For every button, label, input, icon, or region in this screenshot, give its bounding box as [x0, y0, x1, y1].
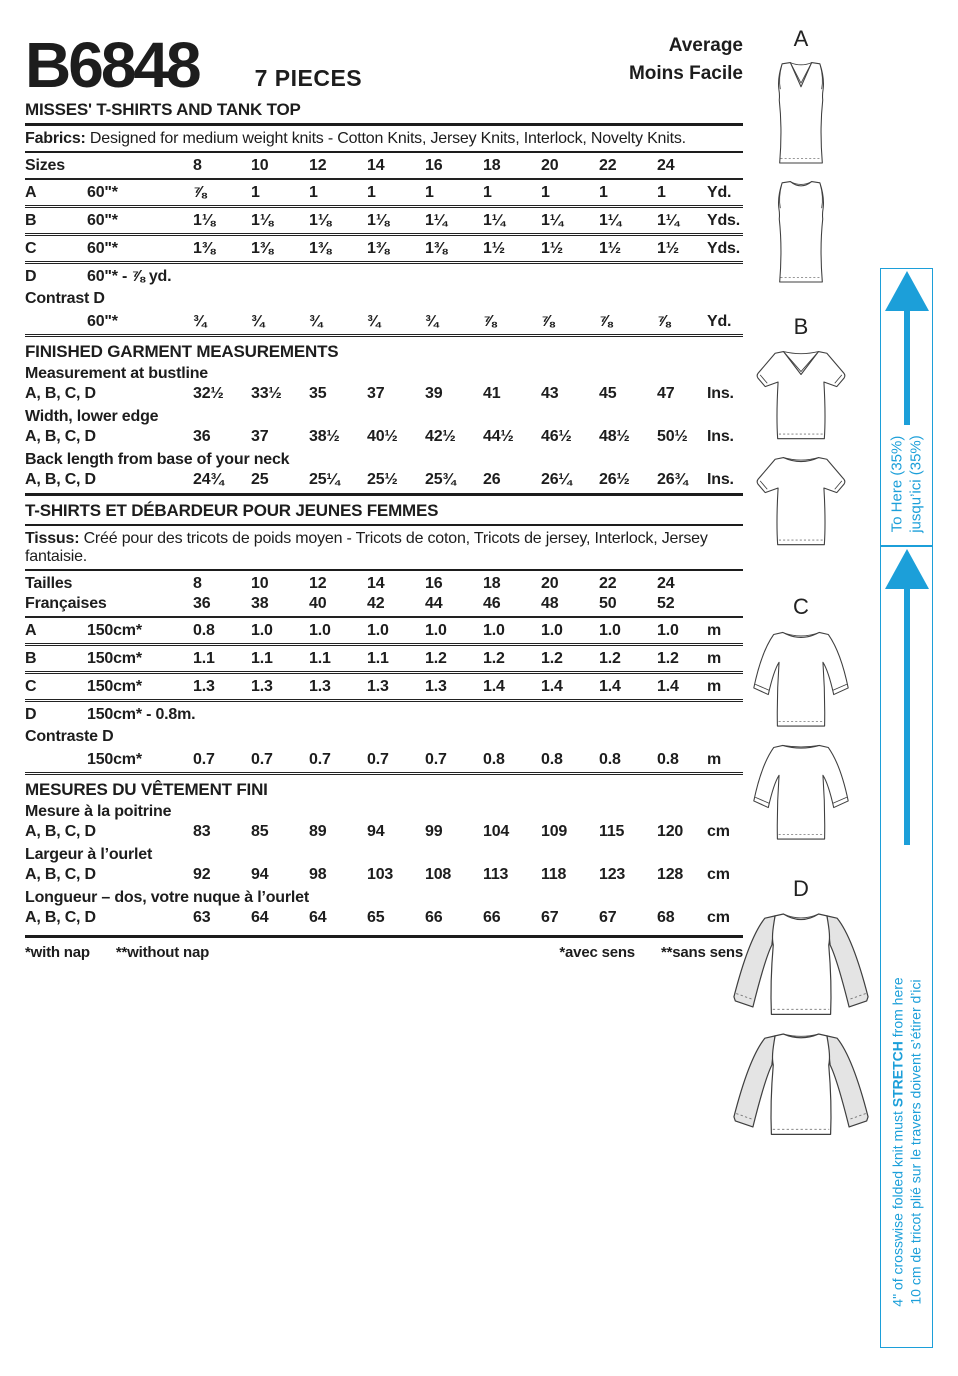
measure-value: 35 [309, 385, 327, 402]
yardage-value: 1 [541, 184, 550, 201]
size-value: 14 [367, 575, 385, 592]
size-value: 44 [425, 595, 443, 612]
yardage-value: ⅞ [657, 313, 671, 330]
measure-value: 120 [657, 823, 684, 840]
unit-label: Yds. [707, 240, 740, 257]
size-value: 24 [657, 575, 675, 592]
metric-value: 1.0 [251, 622, 273, 639]
metric-value: 1.3 [251, 678, 273, 695]
pieces-count: 7 PIECES [254, 65, 363, 91]
unit-label: m [707, 622, 722, 639]
metric-value: 0.8 [599, 751, 621, 768]
yardage-value: 1⅛ [193, 212, 215, 229]
garment-c-front-drawing [746, 625, 856, 731]
yardage-value: 1¼ [599, 212, 621, 229]
views-label: A, B, C, D [25, 385, 96, 402]
yardage-value: 1¼ [483, 212, 505, 229]
yardage-value: ¾ [193, 313, 207, 330]
metric-value: 1.2 [599, 650, 621, 667]
garment-d-back-drawing [727, 1027, 875, 1140]
measure-caption-row [25, 404, 743, 427]
fabrics-line [25, 126, 743, 153]
yardage-value: 1⅛ [309, 212, 331, 229]
size-value: 16 [425, 157, 443, 174]
unit-label: cm [707, 823, 730, 840]
yardage-value: 1¼ [541, 212, 563, 229]
unit-label: cm [707, 909, 730, 926]
footnote-sans-sens: **sans sens [660, 944, 743, 961]
measure-value: 104 [483, 823, 510, 840]
view-label: B [25, 650, 37, 667]
metric-value: 1.3 [367, 678, 389, 695]
measure-value: 92 [193, 866, 211, 883]
size-value: 18 [483, 157, 501, 174]
measure-value: 99 [425, 823, 443, 840]
measure-caption: Mesure à la poitrine [25, 803, 172, 820]
measure-value-row [25, 822, 743, 842]
measure-value: 40½ [367, 428, 398, 445]
measure-value: 32½ [193, 385, 224, 402]
unit-label: Yd. [707, 184, 732, 201]
view-b-label: B [793, 314, 809, 339]
fabric-width: 150cm* [87, 678, 142, 695]
yardage-row-a [25, 180, 743, 208]
measure-value: 45 [599, 385, 617, 402]
measure-value: 42½ [425, 428, 456, 445]
measure-value: 83 [193, 823, 211, 840]
garment-b-back-drawing [746, 451, 856, 550]
measure-value: 47 [657, 385, 675, 402]
tissus-line [25, 526, 743, 571]
measure-caption-row [25, 885, 743, 908]
yardage-row-d [25, 264, 743, 289]
measure-caption-row [25, 361, 743, 384]
yardage-value: ¾ [309, 313, 323, 330]
view-d-note: 60"* - ⅞ yd. [87, 268, 172, 285]
measure-value: 36 [193, 428, 211, 445]
measure-value-row [25, 908, 743, 928]
measure-value: 33½ [251, 385, 282, 402]
yardage-value: 1 [251, 184, 260, 201]
footnotes-english [25, 944, 209, 961]
size-value: 8 [193, 157, 202, 174]
measure-value: 123 [599, 866, 626, 883]
metric-value: 1.0 [483, 622, 505, 639]
size-value: 38 [251, 595, 269, 612]
view-a-group [726, 28, 876, 288]
stretch-gauge-target-section [881, 269, 932, 547]
measure-value: 109 [541, 823, 568, 840]
fabrics-label: Fabrics: [25, 130, 86, 147]
metric-value: 0.7 [425, 751, 447, 768]
contrast-d-row [25, 309, 743, 337]
measure-value-row [25, 470, 743, 490]
yardage-panel [25, 24, 743, 961]
stretch-gauge-instructions [889, 977, 924, 1306]
unit-label: m [707, 751, 722, 768]
metric-value: 1.1 [251, 650, 273, 667]
measure-value: 25¾ [425, 471, 456, 488]
footnote-avec-sens: *avec sens [559, 944, 635, 961]
french-title: T-SHIRTS ET DÉBARDEUR POUR JEUNES FEMMES [25, 493, 743, 526]
measure-caption: Measurement at bustline [25, 365, 209, 382]
yardage-value: 1 [599, 184, 608, 201]
to-here-en: To Here (35%) [887, 435, 905, 533]
mesures-title: MESURES DU VÊTEMENT FINI [25, 780, 268, 799]
metric-value: 1.3 [309, 678, 331, 695]
size-value: 12 [309, 157, 327, 174]
metric-value: 1.0 [599, 622, 621, 639]
measure-value-row [25, 865, 743, 885]
garment-c-back-drawing [746, 738, 856, 844]
yardage-value: ¾ [425, 313, 439, 330]
metric-value: 1.4 [541, 678, 563, 695]
yardage-value: ¾ [367, 313, 381, 330]
measure-caption-row [25, 799, 743, 822]
contraste-d-label-row [25, 727, 743, 747]
measure-value: 103 [367, 866, 394, 883]
header [25, 24, 743, 102]
to-here-fr: jusqu’ici (35%) [906, 435, 924, 533]
metric-value: 0.8 [193, 622, 215, 639]
unit-label: m [707, 650, 722, 667]
metric-value: 1.0 [367, 622, 389, 639]
stretch-caption-wrap [881, 941, 932, 1343]
sizes-label: Sizes [25, 157, 65, 174]
garment-a-back-drawing [760, 176, 842, 288]
size-value: 20 [541, 157, 559, 174]
metric-value: 1.1 [193, 650, 215, 667]
measure-value: 85 [251, 823, 269, 840]
yardage-value: 1⅛ [367, 212, 389, 229]
measure-value: 38½ [309, 428, 340, 445]
yardage-value: 1½ [657, 240, 679, 257]
measure-value: 41 [483, 385, 501, 402]
stretch-arrow-icon [883, 547, 931, 845]
yardage-value: 1⅜ [251, 240, 273, 257]
measure-value-row [25, 427, 743, 447]
view-label: C [25, 240, 37, 257]
measure-value: 26¼ [541, 471, 572, 488]
measure-value: 37 [251, 428, 269, 445]
yardage-value: ¾ [251, 313, 265, 330]
size-value: 42 [367, 595, 385, 612]
measure-value: 25½ [367, 471, 398, 488]
measure-caption-row [25, 842, 743, 865]
measure-value: 26 [483, 471, 501, 488]
stretch-line-fr: 10 cm de tricot plié sur le travers doivent s’étirer d’ici [906, 979, 923, 1305]
contraste-d-row [25, 747, 743, 775]
measure-caption-row [25, 447, 743, 470]
measure-value: 46½ [541, 428, 572, 445]
yardage-value: 1⅜ [425, 240, 447, 257]
fabric-width: 150cm* [87, 751, 142, 768]
measure-caption: Width, lower edge [25, 408, 159, 425]
measure-value: 94 [251, 866, 269, 883]
measure-value: 128 [657, 866, 684, 883]
tissus-text: Créé pour des tricots de poids moyen - Tricots de coton, Tricots de jersey, Interlock, Jersey fantaisie. [25, 530, 708, 565]
size-value: 10 [251, 575, 269, 592]
measure-value: 67 [599, 909, 617, 926]
view-label: A [25, 184, 37, 201]
measure-value: 26½ [599, 471, 630, 488]
unit-label: cm [707, 866, 730, 883]
fabric-width: 60"* [87, 313, 118, 330]
metric-row-d [25, 702, 743, 727]
measure-value: 67 [541, 909, 559, 926]
yardage-value: ⅞ [483, 313, 497, 330]
measure-value: 25¼ [309, 471, 340, 488]
size-value: 48 [541, 595, 559, 612]
sizes-row [25, 153, 743, 180]
size-value: 14 [367, 157, 385, 174]
measure-value: 25 [251, 471, 269, 488]
unit-label: Yd. [707, 313, 732, 330]
measure-value: 66 [483, 909, 501, 926]
measure-value: 68 [657, 909, 675, 926]
unit-label: m [707, 678, 722, 695]
to-here-label [888, 435, 926, 533]
metric-value: 1.3 [425, 678, 447, 695]
views-label: A, B, C, D [25, 471, 96, 488]
footnotes-french [559, 944, 743, 961]
view-label: D [25, 706, 37, 723]
yardage-value: 1¼ [425, 212, 447, 229]
metric-value: 1.0 [425, 622, 447, 639]
metric-value: 0.7 [367, 751, 389, 768]
to-here-label-wrap [881, 425, 932, 543]
size-value: 20 [541, 575, 559, 592]
measure-caption: Largeur à l’ourlet [25, 846, 153, 863]
measure-value: 64 [251, 909, 269, 926]
tailles-row [25, 571, 743, 594]
metric-value: 1.3 [193, 678, 215, 695]
yardage-value: 1½ [599, 240, 621, 257]
measure-value: 43 [541, 385, 559, 402]
size-value: 46 [483, 595, 501, 612]
fabrics-text: Designed for medium weight knits - Cotton Knits, Jersey Knits, Interlock, Novelty Knits. [85, 130, 686, 147]
views-label: A, B, C, D [25, 823, 96, 840]
yardage-value: 1 [483, 184, 492, 201]
garment-d-front-drawing [727, 907, 875, 1020]
measure-value: 48½ [599, 428, 630, 445]
metric-value: 0.7 [309, 751, 331, 768]
measure-value: 24¾ [193, 471, 224, 488]
metric-value: 1.2 [657, 650, 679, 667]
metric-value: 1.0 [309, 622, 331, 639]
measure-value: 65 [367, 909, 385, 926]
fabric-width: 60"* [87, 240, 118, 257]
yardage-value: 1½ [541, 240, 563, 257]
fabric-width: 150cm* [87, 622, 142, 639]
size-value: 52 [657, 595, 675, 612]
yardage-value: ⅞ [541, 313, 555, 330]
size-value: 50 [599, 595, 617, 612]
measure-value: 113 [483, 866, 509, 883]
yardage-value: ⅞ [599, 313, 613, 330]
metric-row-a [25, 618, 743, 646]
fabric-width: 60"* [87, 184, 118, 201]
metric-value: 0.7 [251, 751, 273, 768]
francaises-label: Françaises [25, 595, 107, 612]
metric-value: 0.8 [657, 751, 679, 768]
yardage-value: 1 [309, 184, 318, 201]
stretch-gauge-instruction-section [881, 547, 932, 1347]
view-label: A [25, 622, 37, 639]
measure-value: 108 [425, 866, 452, 883]
francaises-row [25, 594, 743, 618]
unit-label: Yds. [707, 212, 740, 229]
metric-value: 1.0 [657, 622, 679, 639]
yardage-value: 1 [367, 184, 376, 201]
stretch-arrow-icon [883, 269, 931, 425]
measure-value: 115 [599, 823, 625, 840]
view-b-group [726, 316, 876, 550]
metric-value: 1.4 [657, 678, 679, 695]
fabric-width: 150cm* [87, 650, 142, 667]
measure-value: 44½ [483, 428, 514, 445]
metric-value: 1.1 [367, 650, 389, 667]
contrast-d-label: Contrast D [25, 290, 105, 307]
view-label: C [25, 678, 37, 695]
measure-value: 39 [425, 385, 443, 402]
stretch-line-en [889, 977, 907, 1306]
garment-b-front-drawing [746, 345, 856, 444]
metric-row-c [25, 674, 743, 702]
yardage-value: 1⅜ [193, 240, 215, 257]
size-value: 22 [599, 157, 617, 174]
size-value: 12 [309, 575, 327, 592]
yardage-value: 1 [657, 184, 666, 201]
views-label: A, B, C, D [25, 909, 96, 926]
view-c-group [726, 596, 876, 844]
size-value: 10 [251, 157, 269, 174]
size-value: 40 [309, 595, 327, 612]
difficulty-fr: Moins Facile [628, 62, 743, 84]
metric-value: 0.8 [483, 751, 505, 768]
measure-value: 26¾ [657, 471, 688, 488]
metric-value: 1.2 [483, 650, 505, 667]
view-d-note: 150cm* - 0.8m. [87, 706, 196, 723]
tailles-label: Tailles [25, 575, 73, 592]
finished-measurements-title: FINISHED GARMENT MEASUREMENTS [25, 342, 339, 361]
size-value: 22 [599, 575, 617, 592]
english-title: MISSES' T-SHIRTS AND TANK TOP [25, 100, 743, 126]
stretch-word: STRETCH [889, 1041, 905, 1108]
footnote-without-nap: **without nap [115, 944, 210, 961]
yardage-value: 1⅛ [251, 212, 273, 229]
size-value: 18 [483, 575, 501, 592]
stretch-gauge [880, 268, 933, 1348]
garment-a-front-drawing [760, 57, 842, 169]
size-value: 8 [193, 575, 202, 592]
views-label: A, B, C, D [25, 428, 96, 445]
measure-value: 50½ [657, 428, 688, 445]
view-label: D [25, 268, 37, 285]
size-value: 16 [425, 575, 443, 592]
view-a-label: A [793, 26, 809, 51]
metric-value: 1.4 [599, 678, 621, 695]
metric-value: 1.4 [483, 678, 505, 695]
measure-value-row [25, 384, 743, 404]
yardage-value: ⅞ [193, 184, 207, 201]
unit-label: Ins. [707, 385, 734, 402]
views-label: A, B, C, D [25, 866, 96, 883]
measure-value: 89 [309, 823, 327, 840]
view-label: B [25, 212, 37, 229]
metric-value: 0.7 [193, 751, 215, 768]
size-value: 24 [657, 157, 675, 174]
measure-value: 63 [193, 909, 211, 926]
view-d-group [726, 878, 876, 1140]
stretch-pre: 4" of crosswise folded knit must [889, 1107, 905, 1307]
measure-value: 37 [367, 385, 385, 402]
yardage-value: 1⅜ [309, 240, 331, 257]
metric-row-b [25, 646, 743, 674]
footnote-row [25, 935, 743, 961]
fabric-width: 60"* [87, 212, 118, 229]
metric-value: 1.1 [309, 650, 331, 667]
yardage-value: 1½ [483, 240, 505, 257]
stretch-post: from here [889, 977, 905, 1042]
yardage-value: 1⅜ [367, 240, 389, 257]
yardage-row-b [25, 208, 743, 236]
pattern-number: B6848 [25, 29, 199, 102]
measure-value: 64 [309, 909, 327, 926]
footnote-with-nap: *with nap [25, 944, 90, 961]
measure-value: 66 [425, 909, 443, 926]
difficulty-en: Average [668, 35, 743, 56]
measure-value: 98 [309, 866, 327, 883]
contrast-d-label-row [25, 289, 743, 309]
measure-caption: Back length from base of your neck [25, 451, 290, 468]
view-c-label: C [793, 594, 809, 619]
metric-value: 1.2 [541, 650, 563, 667]
metric-value: 1.2 [425, 650, 447, 667]
unit-label: Ins. [707, 428, 734, 445]
measure-value: 118 [541, 866, 567, 883]
size-value: 36 [193, 595, 211, 612]
metric-value: 0.8 [541, 751, 563, 768]
yardage-value: 1 [425, 184, 434, 201]
yardage-value: 1¼ [657, 212, 679, 229]
metric-value: 1.0 [541, 622, 563, 639]
tissus-label: Tissus: [25, 530, 80, 547]
view-d-label: D [793, 876, 809, 901]
yardage-row-c [25, 236, 743, 264]
contraste-d-label: Contraste D [25, 728, 114, 745]
unit-label: Ins. [707, 471, 734, 488]
measure-value: 94 [367, 823, 385, 840]
measure-caption: Longueur – dos, votre nuque à l’ourlet [25, 889, 309, 906]
